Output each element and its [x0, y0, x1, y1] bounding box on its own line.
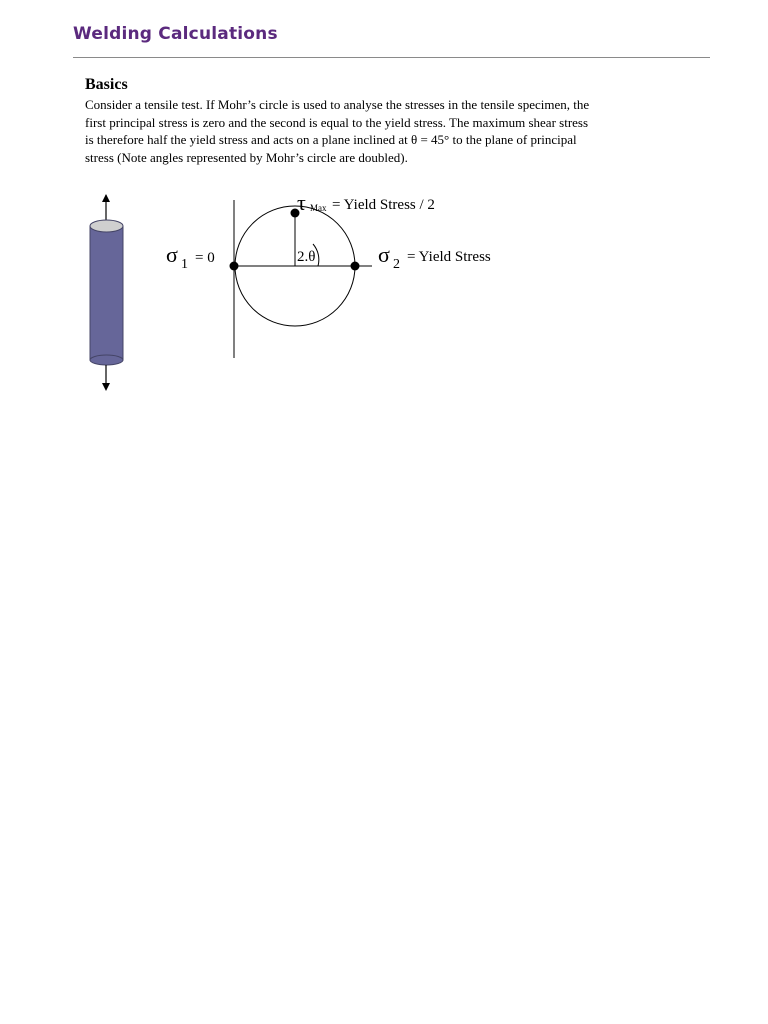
tensile-specimen	[90, 194, 123, 391]
page-title: Welding Calculations	[73, 24, 278, 44]
specimen-bottom	[90, 355, 123, 365]
sigma1-point	[230, 262, 239, 271]
sigma2-symbol: σ	[378, 242, 390, 267]
specimen-top-cap	[90, 220, 123, 232]
paragraph-line: is therefore half the yield stress and acts on a plane inclined at θ = 45° to the plane of principal	[85, 132, 577, 147]
sigma2-subscript: 2	[393, 257, 400, 272]
arrow-head-down-icon	[102, 383, 110, 391]
sigma1-label: = 0	[195, 250, 215, 266]
paragraph-line: first principal stress is zero and the second is equal to the yield stress. The maximum shear stress	[85, 114, 589, 130]
section-heading: Basics	[85, 76, 128, 93]
paragraph-line: Consider a tensile test. If Mohr’s circle is used to analyse the stresses in the tensile specimen, the	[85, 97, 590, 112]
tau-label: = Yield Stress / 2	[332, 197, 435, 213]
sigma2-label: = Yield Stress	[407, 249, 491, 265]
angle-label: 2.θ	[297, 249, 316, 265]
sigma1-symbol: σ	[166, 242, 178, 267]
tau-subscript: Max	[310, 203, 327, 213]
sigma2-point	[351, 262, 360, 271]
paragraph-line: stress (Note angles represented by Mohr’s circle are doubled).	[85, 149, 408, 165]
arrow-head-up-icon	[102, 194, 110, 202]
specimen-body	[90, 226, 123, 360]
sigma1-subscript: 1	[181, 257, 188, 272]
tau-symbol: τ	[297, 190, 306, 215]
